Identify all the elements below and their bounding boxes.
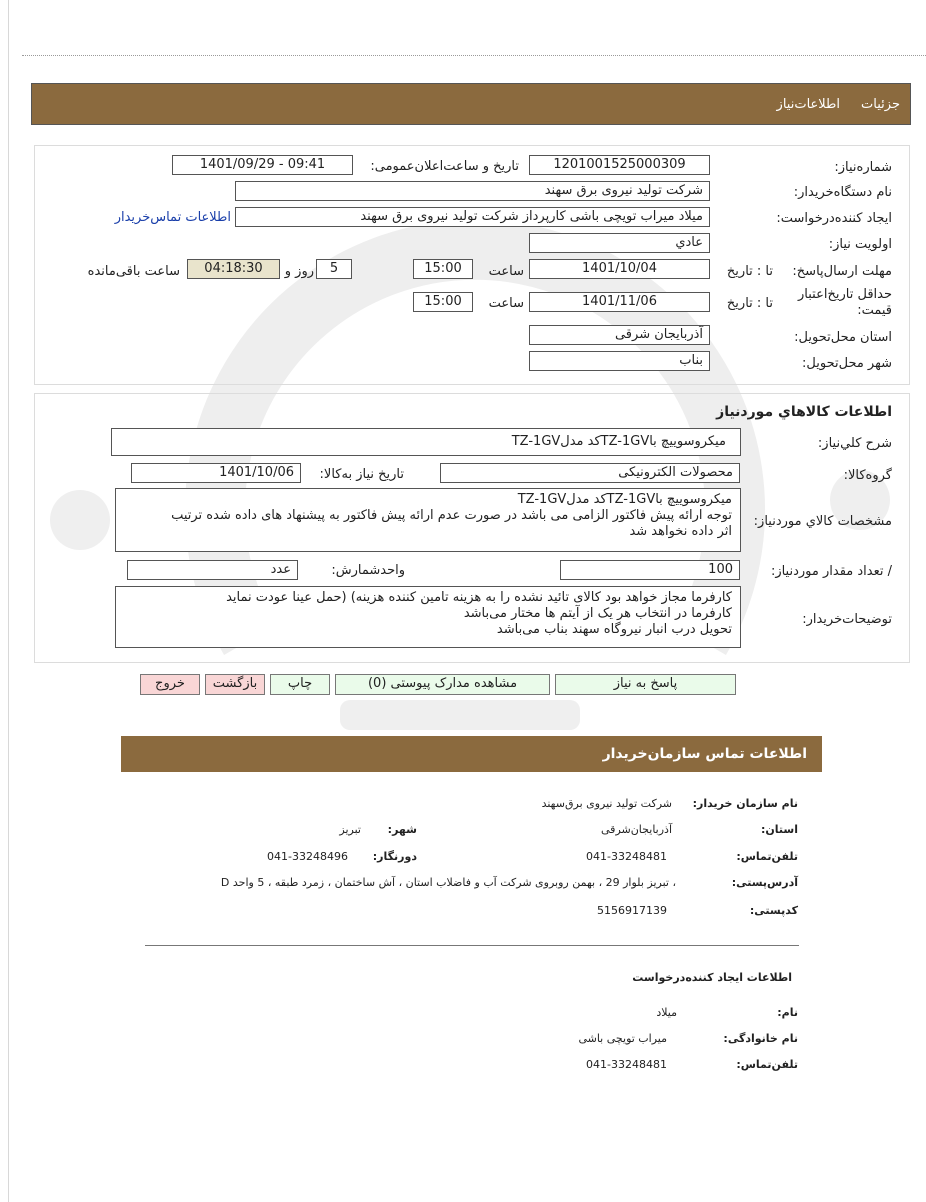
general-desc-field[interactable]: میکروسوییچ باTZ-1GVکد مدلTZ-1GV	[111, 428, 741, 456]
unit-label: واحد‌شمارش:	[331, 563, 405, 578]
remaining-label: ساعت باقی‌مانده	[87, 264, 180, 279]
buyer-org-field[interactable]: شرکت تولید نیروی برق سهند	[235, 181, 710, 201]
contact-fax-value: 041-33248496	[267, 850, 348, 863]
need-date-field[interactable]: 1401/10/06	[131, 463, 301, 483]
validity-time-field[interactable]: 15:00	[413, 292, 473, 312]
need-number-label: شماره‌نیاز:	[834, 160, 892, 175]
requester-family-value: میراب تویچی باشی	[578, 1032, 667, 1045]
validity-date-field[interactable]: 1401/11/06	[529, 292, 710, 312]
validity-to-date-label: تا : تاریخ	[726, 296, 773, 311]
contact-fax-label: دورنگار:	[372, 850, 417, 863]
contact-divider	[145, 945, 799, 946]
remaining-time-field: 04:18:30	[187, 259, 280, 279]
buyer-notes-field[interactable]	[115, 586, 741, 648]
specs-line: اثر داده نخواهد شد	[629, 524, 732, 539]
reply-button[interactable]: پاسخ به نیاز	[555, 674, 736, 695]
unit-field[interactable]: عدد	[127, 560, 298, 580]
contact-city-value: تبریز	[339, 823, 361, 836]
attachments-button[interactable]: مشاهده مدارک پیوستی (0)	[335, 674, 550, 695]
need-number-field[interactable]: 1201001525000309	[529, 155, 710, 175]
contact-province-label: استان:	[761, 823, 798, 836]
org-name-value: شرکت تولید نیروی برق‌سهند	[541, 797, 672, 810]
deadline-time-label: ساعت	[488, 264, 524, 279]
tab-need-info[interactable]: اطلاعات‌نیاز	[776, 97, 840, 112]
days-label: روز و	[284, 264, 314, 279]
notes-line: تحویل درب انبار نیروگاه سهند بناب می‌باشد	[496, 622, 732, 637]
validity-label-line1: حداقل تاریخ‌اعتبار	[798, 287, 892, 302]
deadline-date-field[interactable]: 1401/10/04	[529, 259, 710, 279]
priority-field[interactable]: عادي	[529, 233, 710, 253]
general-desc-label: شرح کلي‌نياز:	[817, 436, 892, 451]
announce-field[interactable]: 1401/09/29 - 09:41	[172, 155, 353, 175]
requester-name-label: نام:	[777, 1006, 798, 1019]
postal-code-value: 5156917139	[597, 904, 667, 917]
validity-time-label: ساعت	[488, 296, 524, 311]
need-date-label: تاریخ نیاز به‌کالا:	[319, 467, 404, 482]
deadline-time-field[interactable]: 15:00	[413, 259, 473, 279]
notes-line: کارفرما مجاز خواهد بود کالای تائید نشده را به هزینه تامین کننده هزینه) (حمل عینا عودت نماید	[226, 590, 732, 605]
address-label: آدرس‌پستی:	[731, 876, 798, 889]
days-field[interactable]: 5	[316, 259, 352, 279]
postal-code-label: کد‌پستی:	[749, 904, 798, 917]
buyer-org-label: نام دستگاه‌خریدار:	[793, 185, 892, 200]
requester-title: اطلاعات ایجاد کننده‌درخواست	[632, 971, 792, 984]
address-value: ، تبریز بلوار 29 ، بهمن روبروی شرکت آب و فاضلاب استان ، آش ساختمان ، زمرد طبقه ، 5 واحد D	[220, 876, 676, 889]
quantity-label: / تعداد مقدار موردنياز:	[770, 564, 892, 579]
buyer-contact-bar	[121, 736, 822, 772]
specs-line: میکروسوییچ باTZ-1GVکد مدلTZ-1GV	[517, 492, 732, 507]
requester-name-value: میلاد	[656, 1006, 677, 1019]
contact-province-value: آذربایجان‌شرقی	[601, 823, 672, 836]
priority-label: اولویت نیاز:	[828, 237, 892, 252]
back-button[interactable]: بازگشت	[205, 674, 265, 695]
creator-label: ایجاد کننده‌درخواست:	[776, 211, 892, 226]
goods-group-label: گروه‌کالا:	[843, 468, 892, 483]
top-tab-bar	[31, 83, 911, 125]
contact-phone-label: تلفن‌تماس:	[736, 850, 798, 863]
goods-section-title: اطلاعات کالاهاي موردنياز	[716, 404, 892, 420]
goods-group-field[interactable]: محصولات الکترونیکی	[440, 463, 740, 483]
quantity-field[interactable]: 100	[560, 560, 740, 580]
top-dotted-divider	[22, 55, 926, 56]
specs-line: توجه ارائه پیش فاکتور الزامی می باشد در صورت عدم ارائه پیش فاکتور به پیشنهاد های داده شده ترتیب	[171, 508, 732, 523]
specs-label: مشخصات کالاي موردنياز:	[753, 514, 892, 529]
province-label: استان محل‌تحویل:	[794, 330, 892, 345]
left-border-line	[8, 0, 9, 1202]
tab-details[interactable]: جزئیات	[861, 97, 900, 112]
contact-city-label: شهر:	[387, 823, 417, 836]
org-name-label: نام سازمان خریدار:	[692, 797, 798, 810]
creator-field[interactable]: میلاد میراب تویچی باشی کارپرداز شرکت تولید نیروی برق سهند	[235, 207, 710, 227]
announce-label: تاریخ و ساعت‌اعلان‌عمومی:	[370, 159, 519, 174]
print-button[interactable]: چاپ	[270, 674, 330, 695]
specs-field[interactable]	[115, 488, 741, 552]
city-label: شهر محل‌تحویل:	[802, 356, 892, 371]
requester-phone-value: 041-33248481	[586, 1058, 667, 1071]
validity-label-line2: قیمت:	[857, 303, 892, 318]
deadline-label: مهلت ارسال‌پاسخ:	[792, 264, 892, 279]
notes-line: کارفرما در انتخاب هر یک از آیتم ها مختار می‌باشد	[463, 606, 732, 621]
exit-button[interactable]: خروج	[140, 674, 200, 695]
buyer-contact-title: اطلاعات تماس سازمان‌خریدار	[602, 746, 807, 762]
requester-family-label: نام خانوادگی:	[723, 1032, 798, 1045]
buyer-notes-label: توضيحات‌خريدار:	[802, 612, 892, 627]
province-field[interactable]: آذربایجان شرقی	[529, 325, 710, 345]
city-field[interactable]: بناب	[529, 351, 710, 371]
deadline-to-date-label: تا : تاریخ	[726, 264, 773, 279]
requester-phone-label: تلفن‌تماس:	[736, 1058, 798, 1071]
contact-phone-value: 041-33248481	[586, 850, 667, 863]
buyer-contact-link[interactable]: اطلاعات تماس‌خریدار	[114, 210, 231, 225]
